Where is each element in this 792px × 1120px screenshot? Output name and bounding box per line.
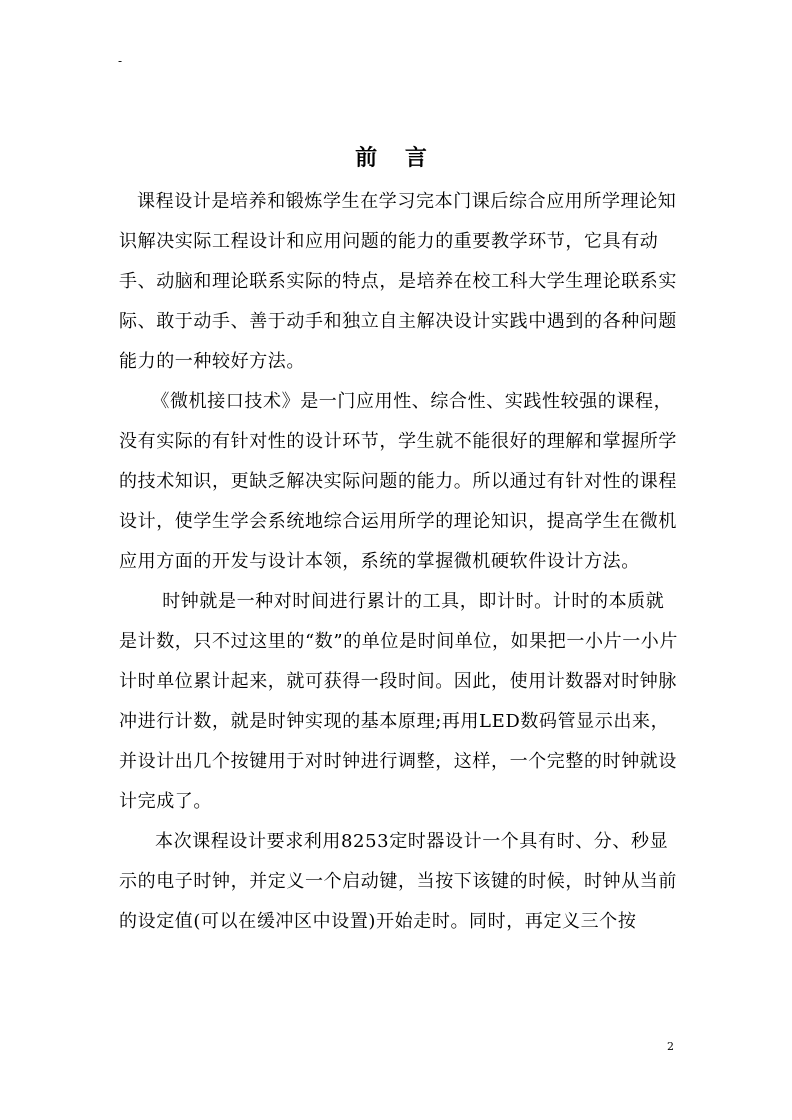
paragraph-clock: 时钟就是一种对时间进行累计的工具，即计时。计时的本质就是计数，只不过这里的“数”的单位是时间单位，如果把一小片一小片计时单位累计起来，就可获得一段时间。因此，使用计数器对时钟脉冲进行计数，就是时钟实现的基本原理;再用LED数码管显示出来，并设计出几个按键用于对时钟进行调整，这样，一个完整的时钟就设计完成了。	[119, 591, 679, 812]
paragraph-task: 本次课程设计要求利用8253定时器设计一个具有时、分、秒显示的电子时钟，并定义一个启动键，当按下该键的时候，时钟从当前的设定值(可以在缓冲区中设置)开始走时。同时，再定义三个按	[119, 831, 677, 932]
header-mark: -	[118, 54, 123, 68]
paragraph-course: 《微机接口技术》是一门应用性、综合性、实践性较强的课程，没有实际的有针对性的设计环节，学生就不能很好的理解和掌握所学的技术知识，更缺乏解决实际问题的能力。所以通过有针对性的课程设计，使学生学会系统地综合运用所学的理论知识，提高学生在微机应用方面的开发与设计本领，系统的掌握微机硬软件设计方法。	[119, 391, 677, 572]
page-number: 2	[667, 1040, 674, 1053]
paragraph-intro: 课程设计是培养和锻炼学生在学习完本门课后综合应用所学理论知识解决实际工程设计和应用问题的能力的重要教学环节，它具有动手、动脑和理论联系实际的特点，是培养在校工科大学生理论联系实际、敢于动手、善于动手和独立自主解决设计实践中遇到的各种问题能力的一种较好方法。	[119, 191, 677, 372]
page-title: 前 言	[355, 146, 437, 171]
body-text	[119, 182, 679, 942]
